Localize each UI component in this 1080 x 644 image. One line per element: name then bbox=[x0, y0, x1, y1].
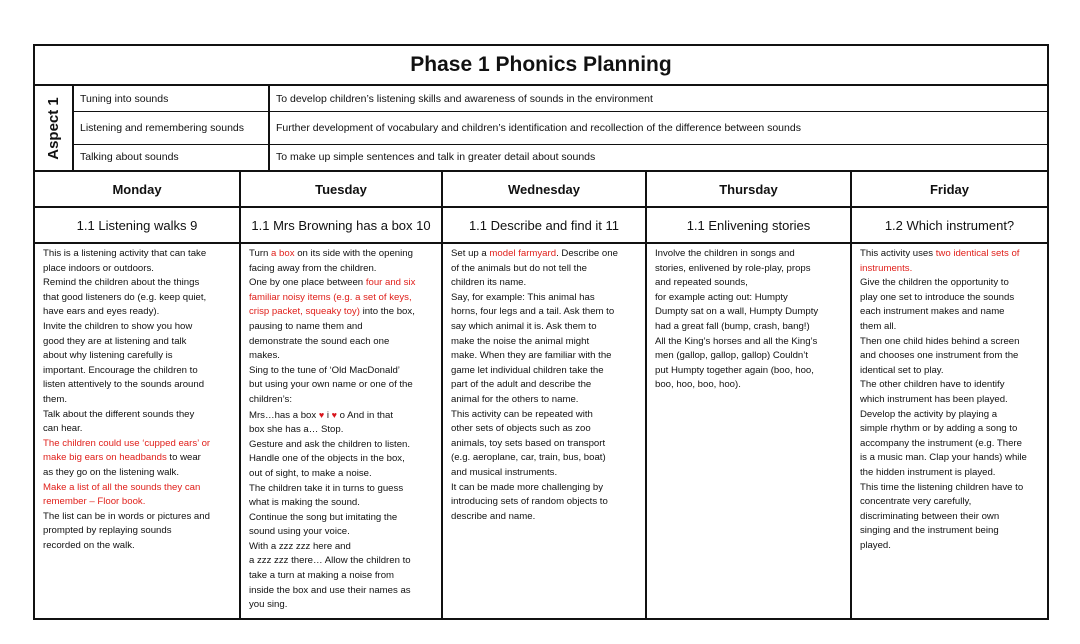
text-segment: children’s: bbox=[249, 393, 293, 405]
text-segment: concentrate very carefully, bbox=[860, 496, 972, 508]
text-segment: The children take it in turns to guess bbox=[249, 482, 404, 494]
description-line bbox=[249, 525, 435, 540]
highlight-text: four and six bbox=[365, 277, 416, 289]
text-segment: Sing to the tune of ‘Old MacDonald’ bbox=[249, 364, 400, 376]
description-line bbox=[860, 291, 1041, 306]
description-line bbox=[655, 378, 844, 393]
description-line bbox=[43, 408, 233, 423]
description-line bbox=[43, 539, 233, 554]
text-segment: Dumpty sat on a wall, Humpty Dumpty bbox=[655, 306, 819, 318]
text-segment: on its side with the opening bbox=[294, 248, 413, 259]
description-line bbox=[655, 305, 844, 320]
description-line bbox=[249, 423, 435, 438]
aspect-row bbox=[74, 145, 1047, 170]
activity-description bbox=[647, 244, 850, 620]
description-line bbox=[860, 510, 1041, 525]
text-segment: o And in that bbox=[337, 409, 394, 421]
description-line bbox=[43, 349, 233, 364]
text-segment: horns, four legs and a tail. Ask them to bbox=[451, 306, 615, 318]
text-segment: what is making the sound. bbox=[249, 497, 360, 509]
text-segment: is a music man. Clap your hands) while bbox=[860, 452, 1027, 464]
description-line bbox=[860, 481, 1041, 496]
description-line bbox=[249, 569, 435, 584]
text-segment: Gesture and ask the children to listen. bbox=[249, 438, 411, 450]
text-segment: but using your own name or one of the bbox=[249, 379, 413, 391]
description-line bbox=[655, 335, 844, 350]
description-line bbox=[860, 495, 1041, 510]
text-segment: which instrument has been played. bbox=[860, 393, 1008, 405]
description-line bbox=[249, 349, 435, 364]
description-line bbox=[655, 320, 844, 335]
text-segment: demonstrate the sound each one bbox=[249, 335, 390, 347]
text-segment: a zzz zzz there… Allow the children to bbox=[249, 555, 411, 567]
description-line bbox=[655, 247, 844, 262]
description-line bbox=[249, 598, 435, 613]
description-line bbox=[451, 393, 639, 408]
description-line bbox=[249, 320, 435, 335]
text-segment: The other children have to identify bbox=[860, 379, 1005, 391]
text-segment: listen attentively to the sounds around bbox=[43, 379, 205, 391]
highlight-text: crisp packet, squeaky toy) bbox=[249, 306, 360, 318]
description-line bbox=[451, 276, 639, 291]
highlight-text: The children could use ‘cupped ears’ or bbox=[43, 437, 211, 449]
highlight-text: make big ears on headbands bbox=[43, 452, 167, 464]
text-segment: say which animal it is. Ask them to bbox=[451, 320, 597, 332]
description-line bbox=[249, 511, 435, 526]
text-segment: played. bbox=[860, 539, 891, 551]
highlight-text: Make a list of all the sounds they can bbox=[43, 481, 201, 493]
description-line bbox=[860, 305, 1041, 320]
aspect-label-cell bbox=[35, 86, 74, 170]
heart-icon: ♥ bbox=[318, 409, 325, 420]
description-line bbox=[655, 349, 844, 364]
text-segment: box she has a… Stop. bbox=[249, 424, 344, 436]
text-segment: This time the listening children have to bbox=[860, 481, 1024, 493]
heart-icon: ♥ bbox=[331, 409, 338, 420]
text-segment: can hear. bbox=[43, 423, 83, 435]
description-line bbox=[249, 378, 435, 393]
text-segment: Say, for example: This animal has bbox=[451, 291, 595, 303]
text-segment: The list can be in words or pictures and bbox=[43, 510, 210, 522]
text-segment: This activity uses bbox=[860, 248, 936, 259]
description-line bbox=[249, 247, 435, 262]
description-line bbox=[451, 262, 639, 277]
description-line bbox=[655, 276, 844, 291]
text-segment: recorded on the walk. bbox=[43, 539, 135, 551]
text-segment: introducing sets of random objects to bbox=[451, 496, 608, 508]
description-line bbox=[655, 291, 844, 306]
highlight-text: a box bbox=[271, 248, 295, 259]
text-segment: part of the adult and describe the bbox=[451, 379, 592, 391]
text-segment: Develop the activity by playing a bbox=[860, 408, 998, 420]
aspect-aim: Further development of vocabulary and children’s identification and recollection of the difference between sounds bbox=[276, 121, 801, 134]
text-segment: Talk about the different sounds they bbox=[43, 408, 195, 420]
text-segment: them all. bbox=[860, 320, 897, 332]
description-line bbox=[860, 364, 1041, 379]
description-line bbox=[451, 364, 639, 379]
description-line bbox=[860, 276, 1041, 291]
description-line bbox=[249, 496, 435, 511]
description-line bbox=[451, 437, 639, 452]
text-segment: boo, hoo, boo, hoo). bbox=[655, 379, 741, 391]
page-title: Phase 1 Phonics Planning bbox=[35, 46, 1047, 86]
description-line bbox=[860, 524, 1041, 539]
day-column-wednesday bbox=[443, 172, 647, 620]
description-line bbox=[860, 262, 1041, 277]
text-segment: had a great fall (bump, crash, bang!) bbox=[655, 320, 810, 332]
description-line bbox=[43, 378, 233, 393]
text-segment: game let individual children take the bbox=[451, 364, 604, 376]
activity-description bbox=[443, 244, 645, 620]
description-line bbox=[451, 408, 639, 423]
text-segment: each instrument makes and name bbox=[860, 306, 1005, 318]
text-segment: out of sight, to make a noise. bbox=[249, 467, 372, 479]
description-line bbox=[249, 452, 435, 467]
text-segment: make the noise the animal might bbox=[451, 335, 590, 347]
aspect-skill: Listening and remembering sounds bbox=[74, 112, 270, 143]
description-line bbox=[43, 437, 233, 452]
text-segment: One by one place between bbox=[249, 277, 366, 289]
text-segment: stories, enlivened by role-play, props bbox=[655, 262, 811, 274]
description-line bbox=[249, 438, 435, 453]
activity-description bbox=[852, 244, 1047, 620]
text-segment: animals, toy sets based on transport bbox=[451, 437, 606, 449]
text-segment: Invite the children to show you how bbox=[43, 320, 193, 332]
text-segment: Remind the children about the things bbox=[43, 277, 200, 289]
highlight-text: remember – Floor book. bbox=[43, 496, 146, 508]
text-segment: Handle one of the objects in the box, bbox=[249, 453, 405, 465]
description-line bbox=[249, 335, 435, 350]
description-line bbox=[860, 378, 1041, 393]
highlight-text: model farmyard bbox=[489, 248, 557, 259]
text-segment: animal for the others to name. bbox=[451, 393, 579, 405]
description-line bbox=[43, 364, 233, 379]
description-line bbox=[43, 451, 233, 466]
description-line bbox=[860, 349, 1041, 364]
text-segment: place indoors or outdoors. bbox=[43, 262, 154, 274]
description-line bbox=[43, 495, 233, 510]
text-segment: have ears and eyes ready). bbox=[43, 306, 160, 318]
description-line bbox=[451, 422, 639, 437]
text-segment: Set up a bbox=[451, 248, 490, 259]
description-line bbox=[43, 335, 233, 350]
activity-title: 1.2 Which instrument? bbox=[852, 208, 1047, 244]
text-segment: With a zzz zzz here and bbox=[249, 540, 351, 552]
text-segment: singing and the instrument being bbox=[860, 525, 999, 537]
text-segment: as they go on the listening walk. bbox=[43, 466, 179, 478]
text-segment: Then one child hides behind a screen bbox=[860, 335, 1020, 347]
activity-title: 1.1 Mrs Browning has a box 10 bbox=[241, 208, 441, 244]
description-line bbox=[43, 247, 233, 262]
text-segment: accompany the instrument (e.g. There bbox=[860, 437, 1022, 449]
text-segment: make. When they are familiar with the bbox=[451, 350, 612, 362]
description-line bbox=[43, 393, 233, 408]
text-segment: describe and name. bbox=[451, 510, 536, 522]
text-segment: play one set to introduce the sounds bbox=[860, 291, 1015, 303]
description-line bbox=[451, 495, 639, 510]
text-segment: Continue the song but imitating the bbox=[249, 511, 398, 523]
text-segment: Turn bbox=[249, 248, 272, 259]
description-line bbox=[860, 408, 1041, 423]
aspect-row bbox=[74, 112, 1047, 144]
description-line bbox=[860, 393, 1041, 408]
description-line bbox=[655, 364, 844, 379]
day-name: Wednesday bbox=[443, 172, 645, 208]
description-line bbox=[451, 247, 639, 262]
text-segment: other sets of objects such as zoo bbox=[451, 423, 591, 435]
description-line bbox=[860, 539, 1041, 554]
text-segment: Give the children the opportunity to bbox=[860, 277, 1009, 289]
text-segment: the hidden instrument is played. bbox=[860, 466, 996, 478]
text-segment: into the box, bbox=[359, 306, 415, 318]
text-segment: . Describe one bbox=[556, 248, 618, 259]
day-name: Tuesday bbox=[241, 172, 441, 208]
text-segment: This activity can be repeated with bbox=[451, 408, 593, 420]
days-table bbox=[35, 172, 1047, 620]
aspect-label: Aspect 1 bbox=[45, 96, 62, 160]
text-segment: for example acting out: Humpty bbox=[655, 291, 788, 303]
text-segment: prompted by replaying sounds bbox=[43, 525, 172, 537]
activity-title: 1.1 Describe and find it 11 bbox=[443, 208, 645, 244]
text-segment: and musical instruments. bbox=[451, 466, 558, 478]
description-line bbox=[43, 466, 233, 481]
text-segment: of the animals but do not tell the bbox=[451, 262, 587, 274]
text-segment: children its name. bbox=[451, 277, 527, 289]
description-line bbox=[249, 305, 435, 320]
description-line bbox=[860, 320, 1041, 335]
description-line bbox=[249, 408, 435, 424]
description-line bbox=[451, 510, 639, 525]
description-line bbox=[451, 378, 639, 393]
text-segment: discriminating between their own bbox=[860, 510, 1000, 522]
description-line bbox=[451, 305, 639, 320]
activity-title: 1.1 Listening walks 9 bbox=[35, 208, 239, 244]
description-line bbox=[249, 276, 435, 291]
aspect-rows bbox=[74, 86, 1047, 170]
description-line bbox=[860, 466, 1041, 481]
description-line bbox=[451, 335, 639, 350]
day-column-tuesday bbox=[241, 172, 443, 620]
text-segment: All the King’s horses and all the King’s bbox=[655, 335, 818, 347]
text-segment: important. Encourage the children to bbox=[43, 364, 198, 376]
description-line bbox=[451, 320, 639, 335]
description-line bbox=[249, 584, 435, 599]
description-line bbox=[249, 467, 435, 482]
description-line bbox=[249, 540, 435, 555]
text-segment: about why listening carefully is bbox=[43, 350, 173, 362]
description-line bbox=[860, 437, 1041, 452]
text-segment: Mrs…has a box bbox=[249, 409, 319, 421]
text-segment: put Humpty together again (boo, hoo, bbox=[655, 364, 814, 376]
description-line bbox=[860, 422, 1041, 437]
aspect-row bbox=[74, 86, 1047, 112]
text-segment: to wear bbox=[166, 452, 201, 464]
description-line bbox=[249, 554, 435, 569]
text-segment: and repeated sounds, bbox=[655, 277, 748, 289]
highlight-text: instruments. bbox=[860, 262, 913, 274]
description-line bbox=[451, 481, 639, 496]
text-segment: inside the box and use their names as bbox=[249, 584, 411, 596]
text-segment: that good listeners do (e.g. keep quiet, bbox=[43, 291, 207, 303]
aspect-aim: To develop children’s listening skills and awareness of sounds in the environment bbox=[276, 92, 653, 105]
text-segment: simple rhythm or by adding a song to bbox=[860, 423, 1018, 435]
text-segment: them. bbox=[43, 393, 67, 405]
description-line bbox=[655, 262, 844, 277]
text-segment: men (gallop, gallop, gallop) Couldn’t bbox=[655, 350, 809, 362]
planning-document bbox=[33, 44, 1049, 620]
aspect-aim: To make up simple sentences and talk in greater detail about sounds bbox=[276, 151, 596, 164]
text-segment: identical set to play. bbox=[860, 364, 944, 376]
description-line bbox=[249, 364, 435, 379]
description-line bbox=[43, 276, 233, 291]
description-line bbox=[43, 481, 233, 496]
text-segment: facing away from the children. bbox=[249, 262, 377, 274]
day-column-monday bbox=[35, 172, 241, 620]
text-segment: and chooses one instrument from the bbox=[860, 350, 1019, 362]
day-name: Monday bbox=[35, 172, 239, 208]
description-line bbox=[249, 291, 435, 306]
description-line bbox=[860, 335, 1041, 350]
aspect-section bbox=[35, 86, 1047, 172]
description-line bbox=[43, 305, 233, 320]
highlight-text: two identical sets of bbox=[935, 248, 1020, 259]
day-name: Thursday bbox=[647, 172, 850, 208]
description-line bbox=[249, 262, 435, 277]
text-segment: makes. bbox=[249, 350, 280, 362]
description-line bbox=[860, 247, 1041, 262]
aspect-skill: Tuning into sounds bbox=[74, 86, 270, 111]
activity-description bbox=[241, 244, 441, 620]
text-segment: This is a listening activity that can take bbox=[43, 248, 207, 259]
text-segment: It can be made more challenging by bbox=[451, 481, 603, 493]
description-line bbox=[43, 320, 233, 335]
description-line bbox=[451, 466, 639, 481]
description-line bbox=[43, 262, 233, 277]
description-line bbox=[860, 451, 1041, 466]
highlight-text: familiar noisy items (e.g. a set of keys, bbox=[249, 291, 412, 303]
text-segment: sound using your voice. bbox=[249, 526, 350, 538]
activity-description bbox=[35, 244, 239, 620]
day-column-thursday bbox=[647, 172, 852, 620]
description-line bbox=[43, 422, 233, 437]
text-segment: good they are at listening and talk bbox=[43, 335, 187, 347]
description-line bbox=[451, 291, 639, 306]
description-line bbox=[43, 291, 233, 306]
description-line bbox=[43, 510, 233, 525]
text-segment: you sing. bbox=[249, 599, 288, 611]
text-segment: (e.g. aeroplane, car, train, bus, boat) bbox=[451, 452, 606, 464]
day-name: Friday bbox=[852, 172, 1047, 208]
text-segment: Involve the children in songs and bbox=[655, 248, 795, 259]
text-segment: pausing to name them and bbox=[249, 320, 363, 332]
description-line bbox=[451, 451, 639, 466]
description-line bbox=[451, 349, 639, 364]
description-line bbox=[249, 393, 435, 408]
day-column-friday bbox=[852, 172, 1047, 620]
activity-title: 1.1 Enlivening stories bbox=[647, 208, 850, 244]
text-segment: i bbox=[324, 409, 332, 421]
aspect-skill: Talking about sounds bbox=[74, 145, 270, 170]
text-segment: take a turn at making a noise from bbox=[249, 570, 395, 582]
description-line bbox=[43, 524, 233, 539]
description-line bbox=[249, 482, 435, 497]
